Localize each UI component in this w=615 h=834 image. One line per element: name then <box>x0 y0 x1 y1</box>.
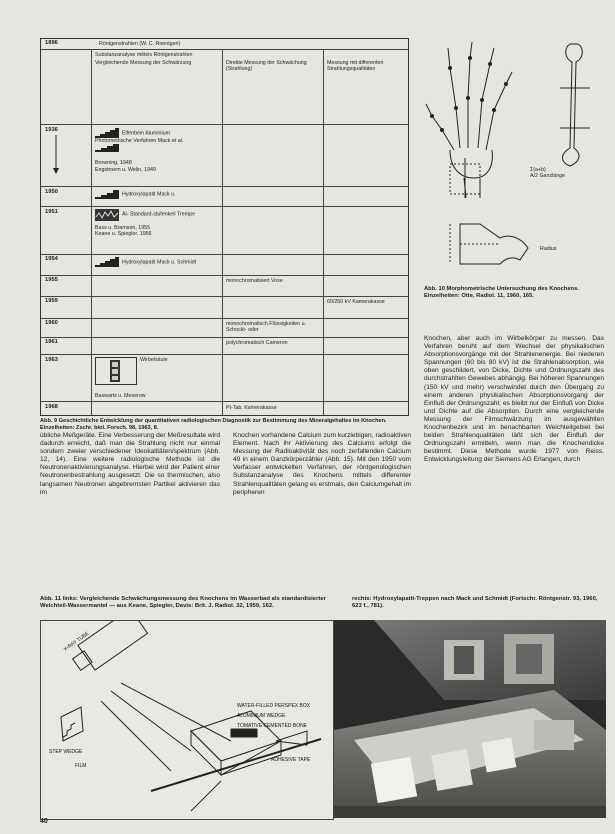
table-row: Wirbelsäule Baswartz u. Meserow <box>95 357 168 399</box>
table-year: 1955 <box>45 277 58 283</box>
hydroxylapatite-box-photo <box>334 620 606 818</box>
table-row: Hydroxylapatit Mack u. Schmidt <box>95 257 220 267</box>
label-adhesive-tape: ADHESIVE TAPE <box>271 757 311 763</box>
spine-xray-image <box>95 357 137 385</box>
table-row: Al- Standard-stufenkeil Trempe Bass u. Bramson, 1955 Keane u. Spiegler, 1956 <box>95 209 220 238</box>
table-year: 1896 <box>45 40 58 46</box>
step-wedge-icon <box>95 144 119 154</box>
table-row: Pt-Tab. Kamerakasse <box>226 405 277 411</box>
label-film: FILM <box>75 763 87 769</box>
table-top-title: Röntgenstrahlen (W. C. Roentgen) <box>99 41 181 47</box>
column-header: Direkte Messung der Schwächung (Strahlung) <box>226 60 307 73</box>
page-number: 40 <box>40 818 48 825</box>
fig9-caption: Abb. 9 Geschichtliche Entwicklung der quantitativen radiologischen Diagnostik zur Bestimmung des Mineralgehaltes im Knochen. Einzelheiten: Zschr. biol. Forsch. 98, 1963, 8. <box>40 418 387 431</box>
middle-column-text: Knochen vorhandene Calcium zum kurzlebigen, radioaktiven Element. Nach ihr Aktivierung des Calciums erfolgt die Messung der Radioaktivität des noch zerfallenden Calcium 49 in einem Ganzkörperzähler (Abb. 15). Mit den 1950 vom Verfasser entwickelten Verfahren, der röntgenologischen Substanzanalyse des Knochens mittels differenter Strahlenqualitäten gelang es erstmals, den Calciumgehalt im peripheren <box>233 432 411 496</box>
table-year: 1936 <box>45 127 58 133</box>
table-row: Elfenbein Aluminium Photometrische Verfahren Mack et al. Browning, 1948 Engstroem u. Welin, 1949 <box>95 128 220 173</box>
fig11-right-caption: rechts: Hydroxylapatit-Treppen nach Mack und Schmidt (Fortschr. Röntgenstr. 93, 1960, 623 f., 781). <box>352 596 598 609</box>
timeline-arrow-icon <box>51 135 61 175</box>
left-column-text: übliche Meßgeräte. Eine Verbesserung der Meßresultate wird dadurch erreicht, daß man die Strahlung nicht nur einmal sondern zweier verschiedener Ideokalitäten/spektrum (Abb. 12, 14). Eine weitere radiologische Methode ist die Neutronenaktivierungsanalyse. Hierbei wird der Patient einer Neutronenbestrahlung ausgesetzt. Die so thermischen, also langsamen Neutronen abgebremsten Partikel aktivieren das im <box>40 432 220 496</box>
table-row: monochromatisch Flüssigkeiten u. Schockt- oder <box>226 321 307 334</box>
label-bone: TOMATIVE CEMENTED BONE <box>237 723 308 729</box>
right-column-text: Knochen, aber auch im Wirbelkörper zu messen. Das Verfahren beruht auf dem Wechsel der physikalischen Absorptionsvorgänge mit der Strahlenenergie. Bei niederen Spannungen (60 bis 80 kV) ist die Strahlenabsorption, wie oben geschildert, von Dicke, Dichte und Ordnungszahl des durchstrahlten Gewebes abhängig. Bei höheren Spannungen (150 kV und mehr) verschwindet durch den Übergang zu einem anderen physikalischen Absorptionsvorgang der Einfluß der Ordnungszahl; es bleibt nur der Einfluß von Dicke und Dichte auf die Absorption. Durch eine vergleichende Messung der Filmschwärzung im ausgewählten Knochenbezirk und im benachbarten Weichteilgebiet bei beiden Strahlenqualitäten läßt sich der Einfluß der Ordnungszahl ermitteln, wenn man die Knochendicke bestimmt. Diese Methode wurde 1977 von Reiss, Entwicklungsleitung der Siemens AG Erlangen, durch <box>424 335 604 464</box>
table-row: Hydroxylapatit Mack u. <box>95 189 220 199</box>
fig10-label: Radius <box>540 246 557 252</box>
column-header: Messung mit differenten Strahlungsqualitäten <box>327 60 384 73</box>
table-year: 1968 <box>45 404 58 410</box>
step-wedge-icon <box>95 128 119 138</box>
table-year: 1951 <box>45 209 58 215</box>
step-wedge-icon <box>95 257 119 267</box>
table-year: 1959 <box>45 298 58 304</box>
table-year: 1963 <box>45 357 58 363</box>
label-water-box: WATER-FILLED PERSPEX BOX <box>237 703 311 709</box>
column-header: Vergleichende Messung der Schwärzung <box>95 60 192 66</box>
history-table <box>40 38 409 416</box>
table-row: monochromatisiert Vose <box>226 278 283 284</box>
table-year: 1950 <box>45 189 58 195</box>
table-year: 1960 <box>45 320 58 326</box>
label-step-wedge: STEP WEDGE <box>49 749 83 755</box>
hand-bone-diagram <box>420 38 610 278</box>
fig10-formula: Σ(a+b) A/2 Ganzlänge <box>530 167 566 180</box>
fig10-caption: Abb. 10 Morphometrische Untersuchung des Knochens. Einzelheiten: Otte, Radiol. 11, 1960, 165. <box>424 286 579 299</box>
table-row: 60/250 kV Kamerakasse <box>327 299 385 305</box>
measurement-setup-drawing <box>40 620 334 820</box>
table-year: 1954 <box>45 256 58 262</box>
table-year: 1961 <box>45 339 58 345</box>
group-header: Substanzanalyse mittels Röntgenstrahlen <box>95 52 193 58</box>
step-wedge-icon <box>95 189 119 199</box>
label-xray-tube: X-RAY TUBE <box>62 630 91 653</box>
label-aluminium-wedge: ALUMINIUM WEDGE <box>237 713 286 719</box>
densitometer-trace-icon <box>95 209 119 219</box>
table-row: polychromatisch Cameron <box>226 340 288 346</box>
fig11-caption: Abb. 11 links: Vergleichende Schwächungsmessung des Knochens im Wasserbad als standardisierter Weichteil-Wassermantel — aus Keane, Spiegler, Davis: Brit. J. Radiol. 32, 1959, 162. <box>40 596 326 609</box>
